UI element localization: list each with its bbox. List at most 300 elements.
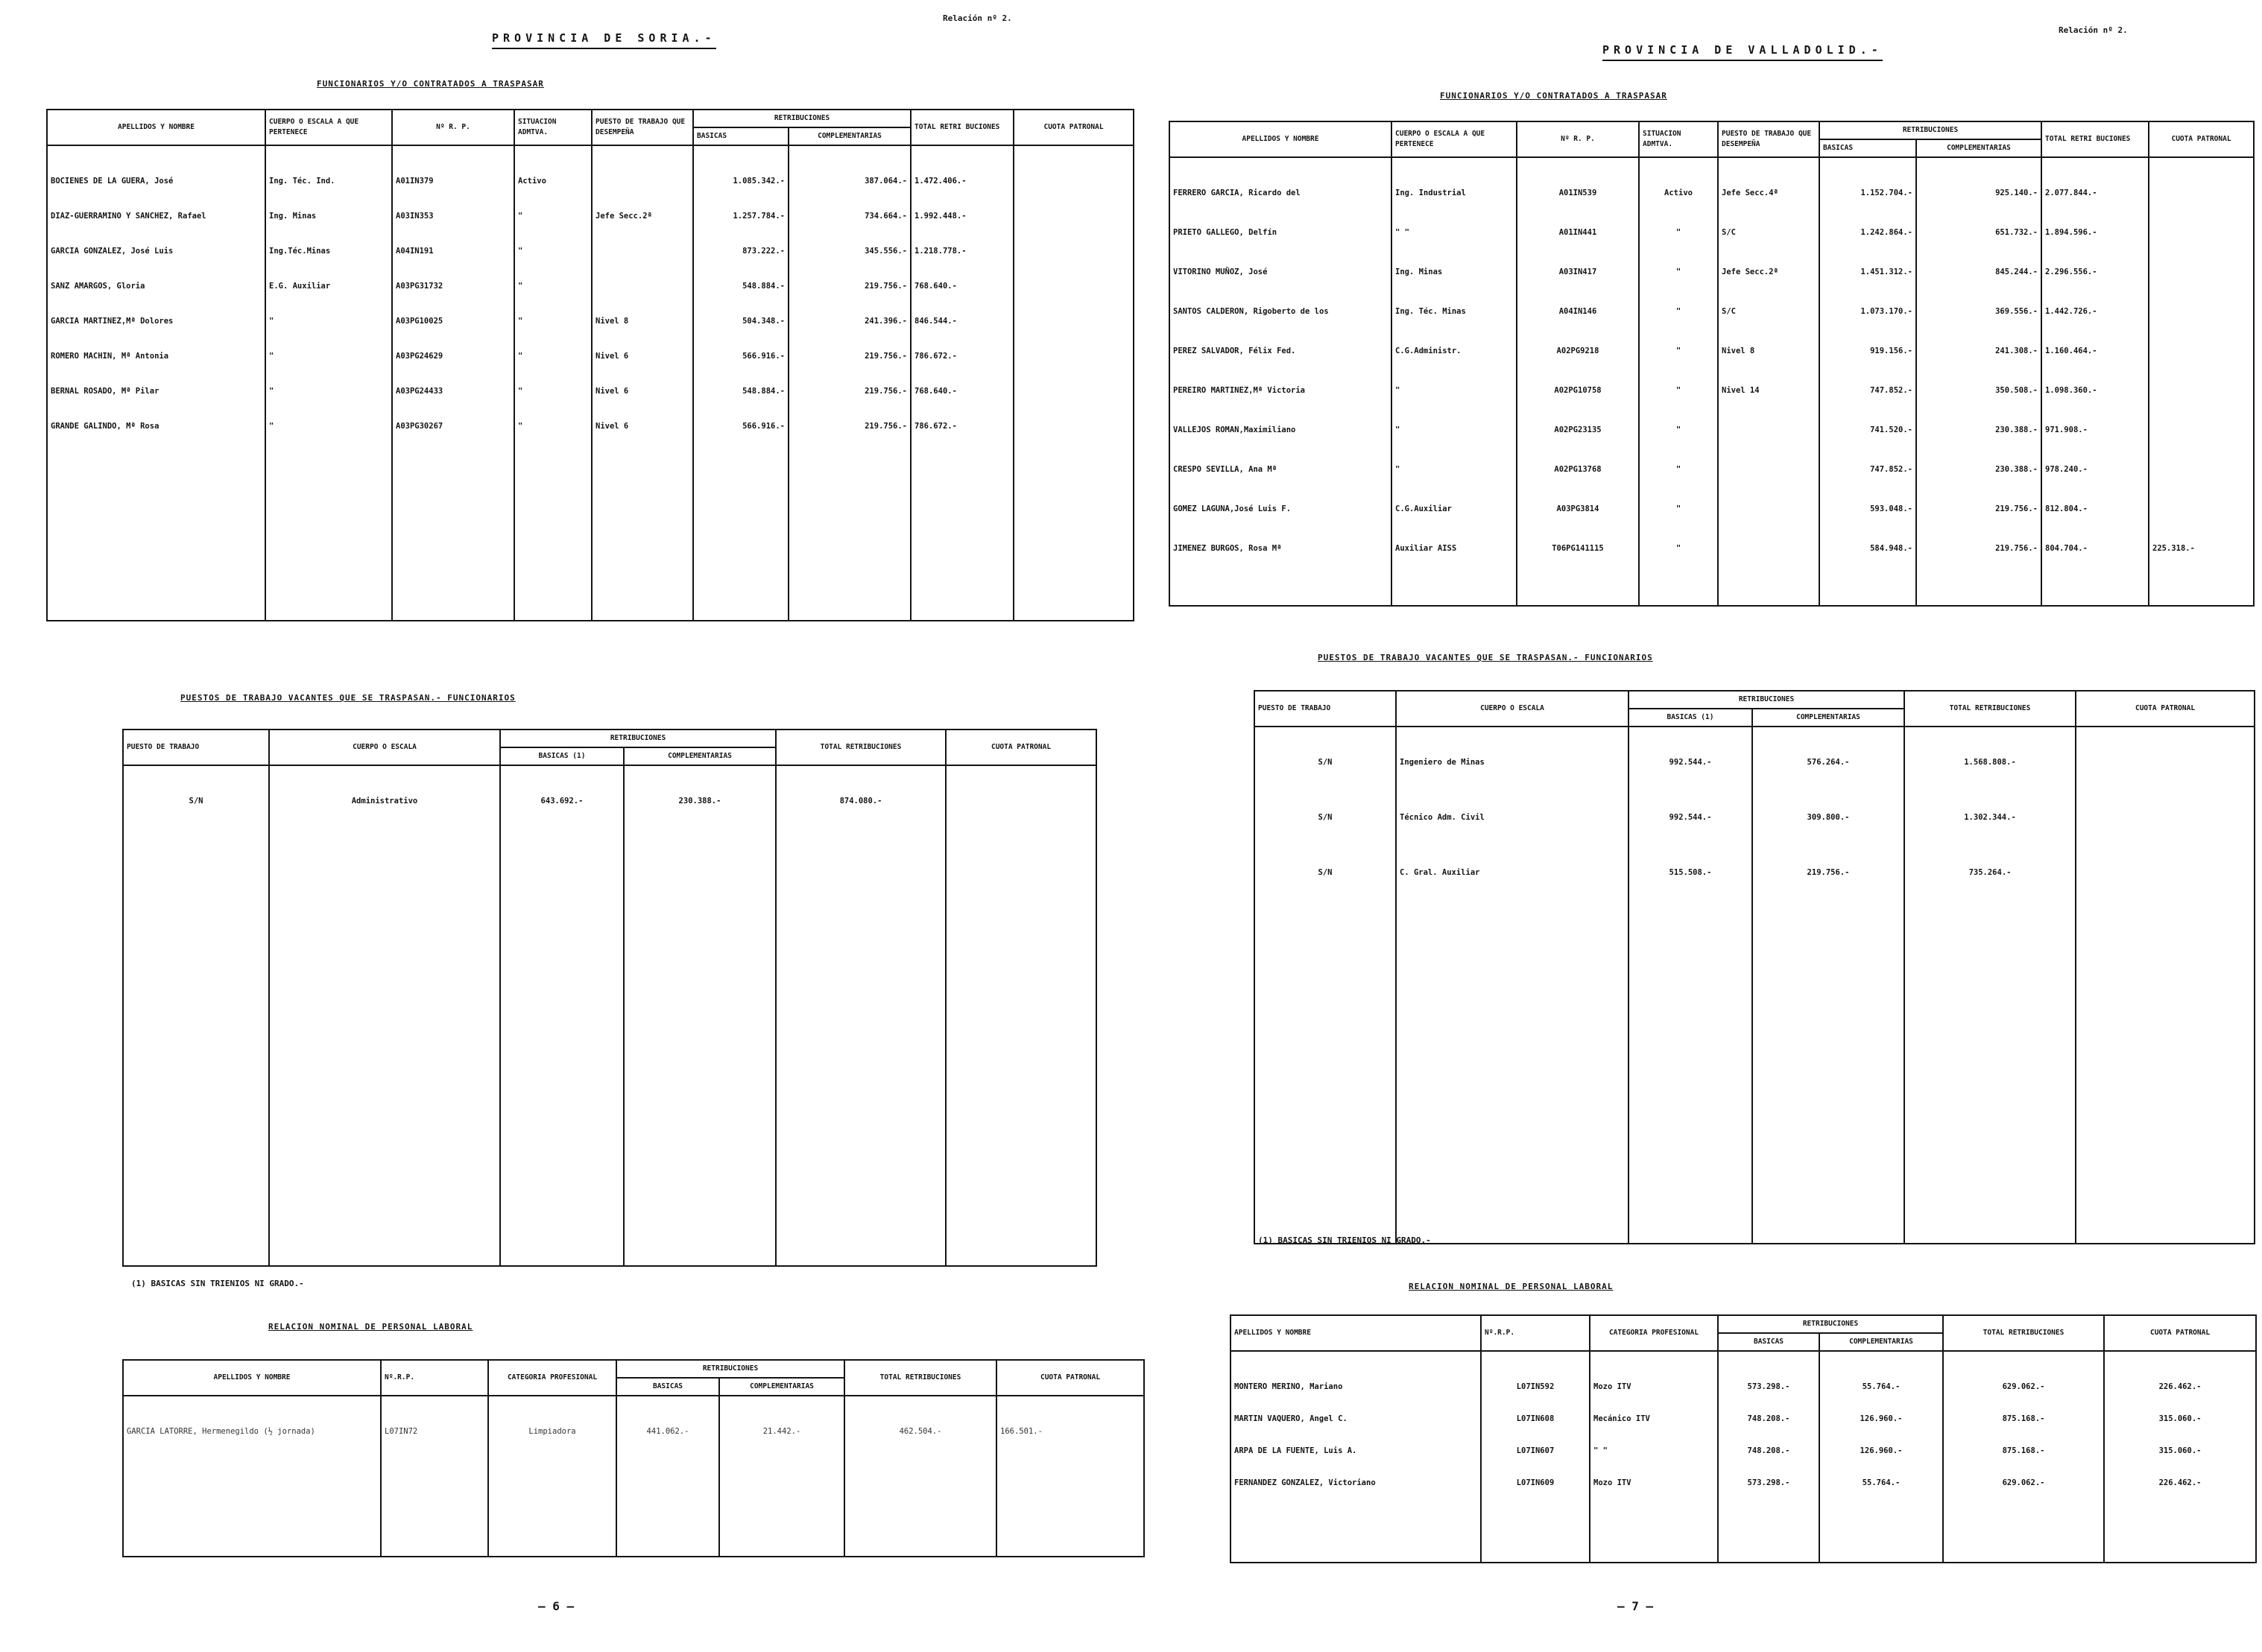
cell-cuota: 166.501.- [996,1426,1144,1474]
table-row [1169,425,2254,464]
relation-number: Relación nº 2. [2059,25,2128,35]
cell-cuota [1014,246,1134,281]
cell-nrp: A01IN379 [392,176,514,211]
cell-basicas: 741.520.- [1819,425,1916,464]
cell-puesto: S/C [1718,306,1819,346]
cell-total: 1.568.808.- [1904,757,2076,812]
cell-basicas: 584.948.- [1819,543,1916,583]
cell-total: 1.218.778.- [911,246,1014,281]
cell-total: 768.640.- [911,386,1014,421]
cell-complementarias: 230.388.- [1916,425,2041,464]
cell-cuerpo: Ing. Industrial [1391,188,1517,227]
header-puesto: PUESTO DE TRABAJO QUE DESEMPEÑA [1718,121,1819,157]
cell-complementarias: 576.264.- [1752,757,1904,812]
cell-complementarias: 219.756.- [1752,867,1904,922]
cell-cuerpo: " " [1391,227,1517,267]
cell-nombre: GRANDE GALINDO, Mª Rosa [47,421,265,456]
cell-cuota: 226.462.- [2104,1478,2256,1510]
header-puesto: PUESTO DE TRABAJO [123,730,269,765]
cell-complementarias: 734.664.- [789,211,911,246]
cell-basicas: 747.852.- [1819,464,1916,504]
cell-nrp: L07IN592 [1481,1382,1590,1414]
header-total: TOTAL RETRI BUCIONES [911,110,1014,145]
cell-nrp: A03IN353 [392,211,514,246]
vacantes-subtitle: PUESTOS DE TRABAJO VACANTES QUE SE TRASPASAN.- FUNCIONARIOS [1318,653,1653,662]
table-row [1169,227,2254,267]
table-row [47,281,1134,316]
cell-total: 1.098.360.- [2041,385,2149,425]
cell-total: 2.077.844.- [2041,188,2149,227]
cell-nombre: MONTERO MERINO, Mariano [1230,1382,1481,1414]
cell-situacion: " [514,351,592,386]
cell-cuerpo: " [265,316,392,351]
cell-cuota [1014,351,1134,386]
header-complementarias: COMPLEMENTARIAS [719,1378,844,1396]
cell-nrp: A03PG30267 [392,421,514,456]
table-row [47,386,1134,421]
header-cuota: CUOTA PATRONAL [2104,1315,2256,1351]
cell-complementarias: 345.556.- [789,246,911,281]
header-cuota: CUOTA PATRONAL [996,1360,1144,1396]
table-filler [47,456,1134,621]
cell-nombre: DIAZ-GUERRAMINO Y SANCHEZ, Rafael [47,211,265,246]
cell-situacion: " [1639,504,1718,543]
cell-basicas: 504.348.- [693,316,789,351]
cell-nombre: BOCIENES DE LA GUERA, José [47,176,265,211]
cell-cuerpo: E.G. Auxiliar [265,281,392,316]
cell-basicas: 1.073.170.- [1819,306,1916,346]
table-spacer [123,1396,1144,1426]
cell-nombre: ROMERO MACHIN, Mª Antonia [47,351,265,386]
table-row [1169,385,2254,425]
cell-basicas: 548.884.- [693,386,789,421]
cell-cuerpo: Ing. Téc. Ind. [265,176,392,211]
cell-puesto: Nivel 6 [592,421,693,456]
cell-situacion: Activo [514,176,592,211]
header-situacion: SITUACION ADMTVA. [1639,121,1718,157]
cell-cuerpo: Ing. Minas [265,211,392,246]
cell-total: 1.160.464.- [2041,346,2149,385]
cell-nombre: GARCIA MARTINEZ,Mª Dolores [47,316,265,351]
header-total: TOTAL RETRIBUCIONES [776,730,946,765]
cell-cuota [1014,211,1134,246]
cell-cuota [2076,867,2255,922]
laboral-table [1230,1314,2257,1563]
cell-complementarias: 241.396.- [789,316,911,351]
cell-cuota [2149,464,2254,504]
cell-cuota: 315.060.- [2104,1446,2256,1478]
laboral-table [122,1359,1145,1557]
header-complementarias: COMPLEMENTARIAS [1752,709,1904,727]
cell-total: 2.296.556.- [2041,267,2149,306]
cell-puesto: Jefe Secc.4ª [1718,188,1819,227]
cell-puesto: Nivel 8 [592,316,693,351]
cell-complementarias: 241.308.- [1916,346,2041,385]
table-row [1169,543,2254,583]
cell-total: 462.504.- [844,1426,996,1474]
cell-nombre: FERRERO GARCIA, Ricardo del [1169,188,1391,227]
table-spacer [123,765,1096,796]
cell-nombre: SANTOS CALDERON, Rigoberto de los [1169,306,1391,346]
cell-total: 1.442.726.- [2041,306,2149,346]
cell-cuerpo: " [1391,464,1517,504]
cell-situacion: " [1639,306,1718,346]
header-cuerpo: CUERPO O ESCALA [1396,691,1628,727]
header-basicas: BASICAS [616,1378,719,1396]
cell-cuota [2149,346,2254,385]
header-retribuciones: RETRIBUCIONES [1819,121,2041,139]
province-heading: PROVINCIA DE SORIA.- [492,31,716,45]
cell-categoria: Mozo ITV [1590,1382,1718,1414]
cell-cuota [2149,267,2254,306]
cell-nrp: A01IN539 [1517,188,1639,227]
cell-complementarias: 55.764.- [1819,1478,1943,1510]
cell-situacion: " [1639,425,1718,464]
table-row [1169,464,2254,504]
cell-nombre: GOMEZ LAGUNA,José Luis F. [1169,504,1391,543]
funcionarios-table [1169,121,2255,607]
cell-cuota: 225.318.- [2149,543,2254,583]
header-categoria: CATEGORIA PROFESIONAL [1590,1315,1718,1351]
cell-cuerpo: Técnico Adm. Civil [1396,812,1628,867]
vacantes-footnote: (1) BASICAS SIN TRIENIOS NI GRADO.- [1258,1235,1431,1245]
cell-basicas: 515.508.- [1628,867,1752,922]
cell-puesto: Jefe Secc.2ª [592,211,693,246]
cell-basicas: 548.884.- [693,281,789,316]
header-total: TOTAL RETRI BUCIONES [2041,121,2149,157]
cell-nombre: PEREIRO MARTINEZ,Mª Victoria [1169,385,1391,425]
cell-nombre: VALLEJOS ROMAN,Maximiliano [1169,425,1391,464]
cell-cuota [2149,306,2254,346]
cell-basicas: 992.544.- [1628,757,1752,812]
cell-cuota [2149,188,2254,227]
cell-nrp: A01IN441 [1517,227,1639,267]
header-cuota: CUOTA PATRONAL [1014,110,1134,145]
table-row [1169,188,2254,227]
cell-cuerpo: C.G.Auxiliar [1391,504,1517,543]
cell-puesto: S/N [1254,867,1396,922]
cell-basicas: 573.298.- [1718,1478,1819,1510]
cell-puesto: S/N [123,796,269,848]
cell-cuota [1014,386,1134,421]
table-filler [1169,583,2254,606]
cell-complementarias: 219.756.- [789,421,911,456]
cell-basicas: 1.242.864.- [1819,227,1916,267]
cell-puesto [1718,504,1819,543]
cell-complementarias: 309.800.- [1752,812,1904,867]
cell-nombre: BERNAL ROSADO, Mª Pilar [47,386,265,421]
header-apellidos: APELLIDOS Y NOMBRE [1169,121,1391,157]
header-retribuciones: RETRIBUCIONES [500,730,776,747]
cell-cuerpo: Ing. Minas [1391,267,1517,306]
cell-complementarias: 230.388.- [624,796,776,848]
cell-puesto: Nivel 6 [592,351,693,386]
header-categoria: CATEGORIA PROFESIONAL [488,1360,616,1396]
cell-categoria: Mecánico ITV [1590,1414,1718,1446]
cell-total: 629.062.- [1943,1478,2104,1510]
header-cuota: CUOTA PATRONAL [2149,121,2254,157]
cell-nrp: A03PG24629 [392,351,514,386]
header-apellidos: APELLIDOS Y NOMBRE [1230,1315,1481,1351]
cell-puesto: S/C [1718,227,1819,267]
cell-nombre: FERNANDEZ GONZALEZ, Victoriano [1230,1478,1481,1510]
table-row [1254,812,2255,867]
header-nrp: Nº.R.P. [1481,1315,1590,1351]
header-cuerpo: CUERPO O ESCALA A QUE PERTENECE [265,110,392,145]
cell-cuerpo: C. Gral. Auxiliar [1396,867,1628,922]
page-number: — 6 — [538,1599,575,1613]
cell-total: 1.992.448.- [911,211,1014,246]
header-cuota: CUOTA PATRONAL [946,730,1096,765]
cell-total: 875.168.- [1943,1446,2104,1478]
cell-total: 786.672.- [911,351,1014,386]
cell-total: 875.168.- [1943,1414,2104,1446]
cell-nrp: L07IN607 [1481,1446,1590,1478]
cell-basicas: 441.062.- [616,1426,719,1474]
header-basicas: BASICAS (1) [500,747,624,765]
table-spacer [1230,1351,2256,1382]
cell-nrp: A02PG23135 [1517,425,1639,464]
cell-cuerpo: " [265,386,392,421]
cell-complementarias: 925.140.- [1916,188,2041,227]
cell-complementarias: 126.960.- [1819,1446,1943,1478]
table-row [1230,1478,2256,1510]
cell-total: 1.302.344.- [1904,812,2076,867]
cell-complementarias: 230.388.- [1916,464,2041,504]
cell-total: 971.908.- [2041,425,2149,464]
cell-nrp: A03PG3814 [1517,504,1639,543]
header-complementarias: COMPLEMENTARIAS [789,127,911,145]
table-filler [123,1474,1144,1557]
vacantes-table [1254,690,2255,1244]
cell-situacion: " [514,281,592,316]
cell-complementarias: 219.756.- [789,351,911,386]
header-basicas: BASICAS [1819,139,1916,157]
cell-nombre: PEREZ SALVADOR, Félix Fed. [1169,346,1391,385]
table-row [1230,1382,2256,1414]
cell-nrp: T06PG141115 [1517,543,1639,583]
cell-nombre: ARPA DE LA FUENTE, Luis A. [1230,1446,1481,1478]
cell-nombre: MARTIN VAQUERO, Angel C. [1230,1414,1481,1446]
cell-nombre: SANZ AMARGOS, Gloria [47,281,265,316]
cell-total: 804.704.- [2041,543,2149,583]
table-row [47,421,1134,456]
cell-puesto: S/N [1254,812,1396,867]
cell-basicas: 748.208.- [1718,1414,1819,1446]
cell-cuota [946,796,1096,848]
table-row [1169,267,2254,306]
cell-situacion: " [1639,267,1718,306]
cell-situacion: " [1639,543,1718,583]
cell-total: 629.062.- [1943,1382,2104,1414]
cell-complementarias: 651.732.- [1916,227,2041,267]
cell-basicas: 1.451.312.- [1819,267,1916,306]
cell-cuota [2076,812,2255,867]
cell-total: 1.472.406.- [911,176,1014,211]
cell-nrp: A02PG13768 [1517,464,1639,504]
cell-nrp: L07IN72 [381,1426,488,1474]
cell-cuota [2149,227,2254,267]
cell-total: 735.264.- [1904,867,2076,922]
cell-cuerpo: Ingeniero de Minas [1396,757,1628,812]
cell-total: 1.894.596.- [2041,227,2149,267]
cell-situacion: " [514,246,592,281]
cell-basicas: 748.208.- [1718,1446,1819,1478]
cell-situacion: Activo [1639,188,1718,227]
cell-cuerpo: " [265,421,392,456]
table-row [1169,306,2254,346]
table-row [1169,504,2254,543]
header-puesto: PUESTO DE TRABAJO QUE DESEMPEÑA [592,110,693,145]
cell-cuota [1014,281,1134,316]
header-total: TOTAL RETRIBUCIONES [844,1360,996,1396]
table-row [123,1426,1144,1474]
cell-categoria: Mozo ITV [1590,1478,1718,1510]
cell-nrp: L07IN608 [1481,1414,1590,1446]
table-row [47,316,1134,351]
cell-nrp: A02PG9218 [1517,346,1639,385]
header-apellidos: APELLIDOS Y NOMBRE [47,110,265,145]
page-number: — 7 — [1617,1599,1654,1613]
laboral-subtitle: RELACION NOMINAL DE PERSONAL LABORAL [268,1322,473,1332]
funcionarios-subtitle: FUNCIONARIOS Y/O CONTRATADOS A TRASPASAR [317,79,544,89]
cell-complementarias: 369.556.- [1916,306,2041,346]
header-nrp: Nº.R.P. [381,1360,488,1396]
cell-situacion: " [514,386,592,421]
cell-cuota: 226.462.- [2104,1382,2256,1414]
cell-total: 812.804.- [2041,504,2149,543]
cell-basicas: 566.916.- [693,351,789,386]
cell-cuota [2149,425,2254,464]
cell-nombre: CRESPO SEVILLA, Ana Mª [1169,464,1391,504]
table-filler [1254,922,2255,1244]
header-basicas: BASICAS (1) [1628,709,1752,727]
cell-nrp: A03PG24433 [392,386,514,421]
header-total: TOTAL RETRIBUCIONES [1943,1315,2104,1351]
table-row [47,246,1134,281]
header-complementarias: COMPLEMENTARIAS [1916,139,2041,157]
header-apellidos: APELLIDOS Y NOMBRE [123,1360,381,1396]
cell-cuerpo: C.G.Administr. [1391,346,1517,385]
header-complementarias: COMPLEMENTARIAS [624,747,776,765]
cell-puesto: Jefe Secc.2ª [1718,267,1819,306]
cell-nrp: A04IN146 [1517,306,1639,346]
header-retribuciones: RETRIBUCIONES [693,110,911,127]
cell-complementarias: 219.756.- [789,386,911,421]
cell-nombre: GARCIA LATORRE, Hermenegildo (½ jornada) [123,1426,381,1474]
cell-categoria: " " [1590,1446,1718,1478]
cell-nombre: GARCIA GONZALEZ, José Luis [47,246,265,281]
table-row [123,796,1096,848]
cell-nombre: PRIETO GALLEGO, Delfín [1169,227,1391,267]
cell-total: 768.640.- [911,281,1014,316]
table-row [1254,867,2255,922]
cell-puesto [1718,425,1819,464]
cell-categoria: Limpiadora [488,1426,616,1474]
table-spacer [1254,727,2255,757]
table-row [1254,757,2255,812]
cell-cuota: 315.060.- [2104,1414,2256,1446]
cell-cuota [2149,504,2254,543]
cell-total: 786.672.- [911,421,1014,456]
cell-puesto [592,281,693,316]
cell-basicas: 1.085.342.- [693,176,789,211]
cell-situacion: " [514,211,592,246]
cell-situacion: " [1639,346,1718,385]
cell-nombre: VITORINO MUÑOZ, José [1169,267,1391,306]
table-row [1230,1414,2256,1446]
province-heading: PROVINCIA DE VALLADOLID.- [1602,43,1883,57]
header-basicas: BASICAS [1718,1333,1819,1351]
cell-basicas: 573.298.- [1718,1382,1819,1414]
cell-total: 846.544.- [911,316,1014,351]
table-row [47,176,1134,211]
table-filler [123,848,1096,1266]
vacantes-footnote: (1) BASICAS SIN TRIENIOS NI GRADO.- [131,1279,304,1288]
cell-nrp: A03IN417 [1517,267,1639,306]
cell-basicas: 919.156.- [1819,346,1916,385]
cell-nrp: A03PG31732 [392,281,514,316]
cell-nrp: L07IN609 [1481,1478,1590,1510]
cell-complementarias: 55.764.- [1819,1382,1943,1414]
header-basicas: BASICAS [693,127,789,145]
cell-cuota [1014,176,1134,211]
header-puesto: PUESTO DE TRABAJO [1254,691,1396,727]
cell-complementarias: 219.756.- [789,281,911,316]
cell-basicas: 643.692.- [500,796,624,848]
table-spacer [1169,157,2254,188]
cell-basicas: 992.544.- [1628,812,1752,867]
cell-cuerpo: Administrativo [269,796,500,848]
cell-puesto [1718,464,1819,504]
cell-total: 874.080.- [776,796,946,848]
cell-puesto [592,246,693,281]
cell-nrp: A04IN191 [392,246,514,281]
table-row [1169,346,2254,385]
cell-puesto [1718,543,1819,583]
vacantes-table [122,729,1097,1267]
page-valladolid [1163,0,2262,1652]
cell-cuerpo: " [1391,425,1517,464]
cell-situacion: " [1639,464,1718,504]
cell-cuota [2076,757,2255,812]
header-cuerpo: CUERPO O ESCALA [269,730,500,765]
cell-basicas: 747.852.- [1819,385,1916,425]
header-nrp: Nº R. P. [392,110,514,145]
cell-cuota [2149,385,2254,425]
relation-number: Relación nº 2. [943,13,1012,23]
cell-basicas: 1.257.784.- [693,211,789,246]
table-filler [1230,1510,2256,1563]
header-situacion: SITUACION ADMTVA. [514,110,592,145]
cell-cuerpo: " [265,351,392,386]
table-spacer [47,145,1134,176]
cell-puesto: Nivel 14 [1718,385,1819,425]
cell-basicas: 593.048.- [1819,504,1916,543]
cell-situacion: " [514,316,592,351]
cell-basicas: 873.222.- [693,246,789,281]
cell-puesto [592,176,693,211]
cell-complementarias: 350.508.- [1916,385,2041,425]
cell-cuerpo: " [1391,385,1517,425]
header-cuota: CUOTA PATRONAL [2076,691,2255,727]
cell-puesto: S/N [1254,757,1396,812]
cell-complementarias: 845.244.- [1916,267,2041,306]
cell-complementarias: 387.064.- [789,176,911,211]
header-cuerpo: CUERPO O ESCALA A QUE PERTENECE [1391,121,1517,157]
cell-complementarias: 219.756.- [1916,504,2041,543]
header-total: TOTAL RETRIBUCIONES [1904,691,2076,727]
